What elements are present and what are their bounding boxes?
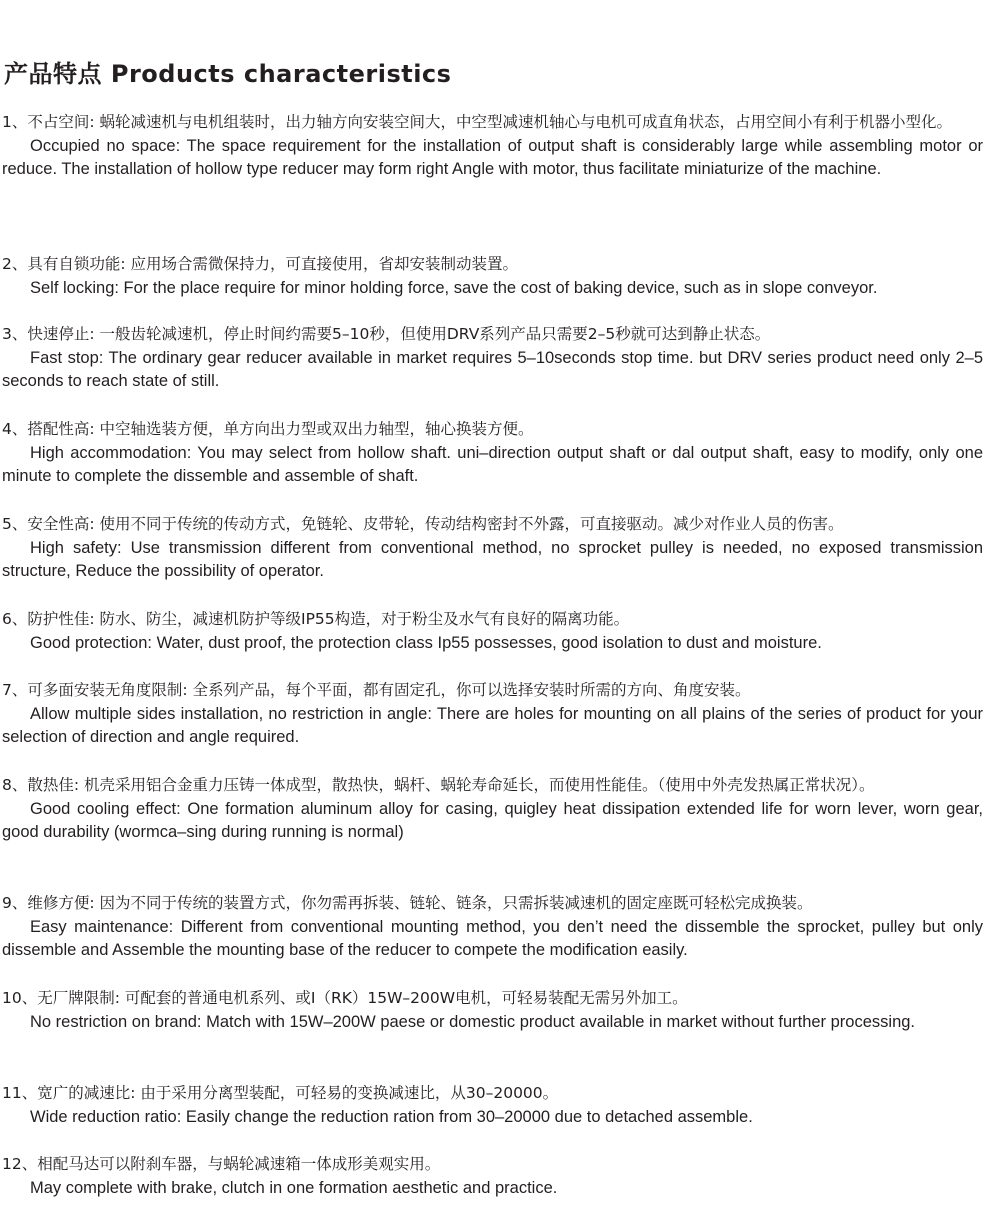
- feature-item: [2, 513, 983, 584]
- feature-en-text: High safety: Use transmission different from conventional method, no sprocket pulley is needed, no exposed transmission structure, Reduce the possibility of operator.: [2, 538, 983, 580]
- feature-item: [2, 774, 983, 845]
- feature-en-text: Self locking: For the place require for minor holding force, save the cost of baking device, such as in slope conveyor.: [30, 278, 878, 297]
- feature-cn-text: 9、维修方便: 因为不同于传统的装置方式，你勿需再拆装、链轮、链条，只需拆装减速机的固定座既可轻松完成换装。: [2, 894, 813, 912]
- feature-en-text: Good protection: Water, dust proof, the protection class Ip55 possesses, good isolation to dust and moisture.: [30, 633, 822, 652]
- feature-cn-text: 8、散热佳: 机壳采用铝合金重力压铸一体成型，散热快，蜗杆、蜗轮寿命延长，而使用性能佳。（使用中外壳发热属正常状况）。: [2, 776, 875, 794]
- feature-item: [2, 608, 983, 655]
- feature-item: [2, 892, 983, 963]
- feature-en-text: Fast stop: The ordinary gear reducer available in market requires 5–10seconds stop time. but DRV series product need only 2–5 seconds to reach state of still.: [2, 348, 983, 390]
- feature-cn-text: 10、无厂牌限制: 可配套的普通电机系列、或I（RK）15W–200W电机，可轻易装配无需另外加工。: [2, 989, 688, 1007]
- feature-item: [2, 323, 983, 394]
- feature-en-text: Allow multiple sides installation, no restriction in angle: There are holes for mounting on all plains of the series of product for your selection of direction and angle required.: [2, 704, 983, 746]
- feature-cn-text: 11、宽广的减速比: 由于采用分离型装配，可轻易的变换减速比，从30–20000。: [2, 1084, 559, 1102]
- feature-en-text: Good cooling effect: One formation aluminum alloy for casing, quigley heat dissipation extended life for worn lever, worn gear, good durability (wormca–sing during running is normal): [2, 799, 983, 841]
- feature-item: [2, 1082, 983, 1129]
- feature-cn-text: 4、搭配性高: 中空轴选装方便，单方向出力型或双出力轴型，轴心换装方便。: [2, 420, 534, 438]
- feature-en-text: Occupied no space: The space requirement for the installation of output shaft is considerably large while assembling motor or reduce. The installation of hollow type reducer may form right Angle with motor, thus facilitate miniaturize of the machine.: [2, 136, 983, 178]
- feature-item: [2, 418, 983, 489]
- feature-cn-text: 12、相配马达可以附刹车器，与蜗轮减速箱一体成形美观实用。: [2, 1155, 441, 1173]
- feature-item: [2, 111, 983, 182]
- feature-cn-text: 1、不占空间: 蜗轮减速机与电机组装时，出力轴方向安装空间大，中空型减速机轴心与电机可成直角状态，占用空间小有利于机器小型化。: [2, 113, 953, 131]
- feature-en-text: High accommodation: You may select from hollow shaft. uni–direction output shaft or dal output shaft, easy to modify, only one minute to complete the dissemble and assemble of shaft.: [2, 443, 983, 485]
- feature-cn-text: 6、防护性佳: 防水、防尘，减速机防护等级IP55构造，对于粉尘及水气有良好的隔离功能。: [2, 610, 630, 628]
- feature-en-text: Easy maintenance: Different from conventional mounting method, you den’t need the dissemble the sprocket, pulley but only dissemble and Assemble the mounting base of the reducer to compete the modification easily.: [2, 917, 983, 959]
- feature-en-text: Wide reduction ratio: Easily change the reduction ration from 30–20000 due to detached assemble.: [30, 1107, 753, 1126]
- page-title: 产品特点 Products characteristics: [4, 60, 452, 88]
- feature-item: [2, 987, 983, 1034]
- feature-cn-text: 2、具有自锁功能: 应用场合需微保持力，可直接使用，省却安装制动装置。: [2, 255, 519, 273]
- feature-cn-text: 7、可多面安装无角度限制: 全系列产品，每个平面，都有固定孔，你可以选择安装时所需的方向、角度安装。: [2, 681, 751, 699]
- feature-item: [2, 253, 983, 300]
- feature-en-text: No restriction on brand: Match with 15W–200W paese or domestic product available in market without further processing.: [30, 1012, 916, 1031]
- feature-cn-text: 5、安全性高: 使用不同于传统的传动方式，免链轮、皮带轮，传动结构密封不外露，可直接驱动。减少对作业人员的伤害。: [2, 515, 844, 533]
- feature-en-text: May complete with brake, clutch in one formation aesthetic and practice.: [30, 1178, 558, 1197]
- feature-item: [2, 1153, 983, 1200]
- feature-item: [2, 679, 983, 750]
- feature-cn-text: 3、快速停止: 一般齿轮减速机，停止时间约需要5–10秒，但使用DRV系列产品只需要2–5秒就可达到静止状态。: [2, 325, 771, 343]
